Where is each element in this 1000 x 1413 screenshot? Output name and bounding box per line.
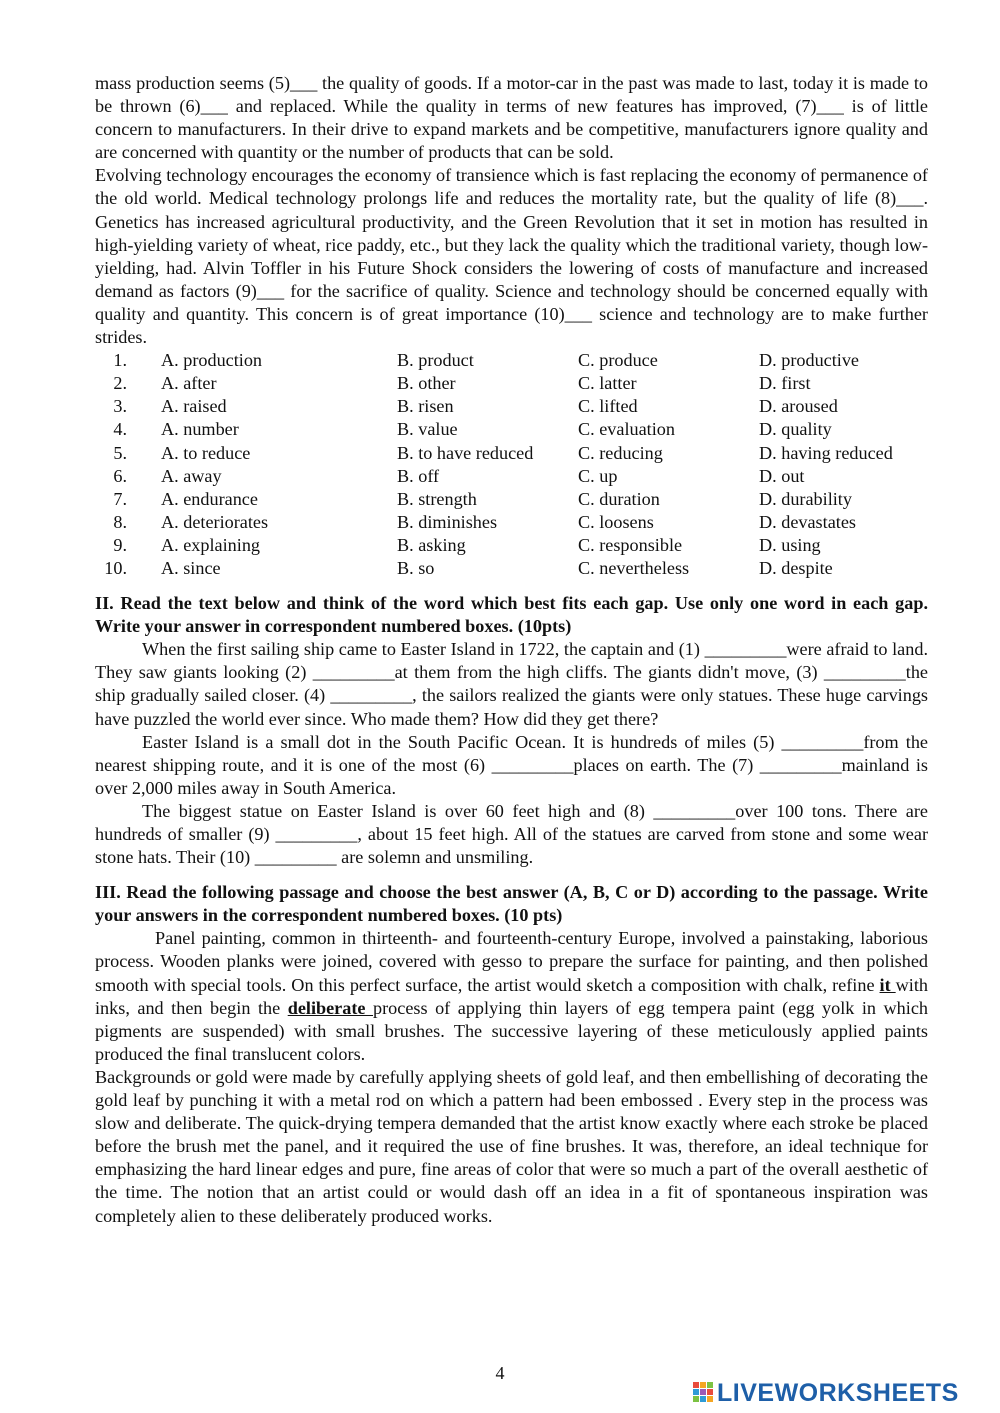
option-a: A. number [161,419,239,440]
options-list [95,349,928,580]
text-run: with inks, and then begin the [95,974,928,1018]
text-run: process of applying thin layers of egg tempera paint (egg yolk in which pigments are suspended) with small brushes. The successive layering of these meticulously applied paints produced the final translucent colors. [95,997,928,1064]
option-d: D. despite [759,557,833,578]
option-row [95,349,928,372]
page-number: 4 [495,1363,505,1383]
option-b: B. value [397,419,458,440]
option-c: C. nevertheless [578,557,690,578]
question-number: 9. [113,534,127,555]
option-d: D. first [759,373,811,394]
option-row [95,534,928,557]
option-c: C. evaluation [578,419,675,440]
liveworksheets-logo [693,1380,959,1406]
option-d: D. durability [759,488,852,509]
option-d: D. out [759,465,805,486]
option-a: A. away [161,465,222,486]
section-2-heading: II. Read the text below and think of the word which best fits each gap. Use only one word in each gap. Write your answer in correspondent numbered boxes. (10pts) [95,593,928,637]
highlighted-word-it: it [879,974,896,995]
highlighted-word-deliberate: deliberate [287,997,374,1018]
question-number: 2. [113,373,127,394]
option-c: C. duration [578,488,660,509]
question-number: 1. [113,350,127,371]
option-d: D. using [759,534,821,555]
option-b: B. other [397,373,456,394]
option-row [95,418,928,441]
option-a: A. after [161,373,217,394]
option-c: C. latter [578,373,637,394]
passage-paragraph: mass production seems (5)___ the quality of goods. If a motor-car in the past was made to last, today it is made to be thrown (6)___ and replaced. While the quality in terms of new features has improved, (7)___ is of little concern to manufacturers. In their drive to expand markets and be competitive, manufacturers ignore quality and are concerned with quantity or the number of products that can be sold. [95,73,928,163]
option-row [95,511,928,534]
worksheet-page [95,72,928,1228]
question-number: 10. [104,557,127,578]
question-number: 3. [113,396,127,417]
liveworksheets-logo-text: LIVEWORKSHEETS [717,1378,959,1407]
option-a: A. endurance [161,488,258,509]
option-b: B. strength [397,488,477,509]
question-number: 6. [113,465,127,486]
option-a: A. raised [161,396,227,417]
option-a: A. since [161,557,221,578]
option-a: A. to reduce [161,442,251,463]
option-b: B. product [397,350,474,371]
text-run: Panel painting, common in thirteenth- and fourteenth-century Europe, involved a painstaking, laborious process. Wooden planks were joined, covered with gesso to prepare the surface for painting, and then polished smooth with special tools. On this perfect surface, the artist would sketch a composition with chalk, refine [95,928,928,995]
question-number: 5. [113,442,127,463]
option-a: A. deteriorates [161,511,269,532]
option-c: C. loosens [578,511,654,532]
option-b: B. diminishes [397,511,498,532]
option-b: B. off [397,465,440,486]
option-c: C. up [578,465,618,486]
reading-paragraph: Backgrounds or gold were made by carefully applying sheets of gold leaf, and then embellishing of decorating the gold leaf by punching it with a metal rod on which a pattern had been embossed . Every step in the process was slow and deliberate. The quick-drying tempera demanded that the artist know exactly where each stroke be placed before the brush met the panel, and it required the use of fine brushes. It was, therefore, an ideal technique for emphasizing the hard linear edges and pure, fine areas of color that were so much a part of the overall aesthetic of the time. The notion that an artist could or would dash off an idea in a fit of spontaneous inspiration was completely alien to these deliberately produced works. [95,1066,928,1226]
option-d: D. aroused [759,396,838,417]
option-d: D. productive [759,350,860,371]
option-c: C. responsible [578,534,683,555]
option-d: D. quality [759,419,832,440]
cloze-paragraph: The biggest statue on Easter Island is over 60 feet high and (8) _________over 100 tons. There are hundreds of smaller (9) _________, about 15 feet high. All of the statues are carved from stone and some wear stone hats. Their (10) _________ are solemn and unsmiling. [95,800,928,868]
cloze-paragraph: Easter Island is a small dot in the South Pacific Ocean. It is hundreds of miles (5) _________from the nearest shipping route, and it is one of the most (6) _________places on earth. The (7) _________mainland is over 2,000 miles away in South America. [95,731,928,798]
section-3-heading: III. Read the following passage and choose the best answer (A, B, C or D) according to the passage. Write your answers in the correspondent numbered boxes. (10 pts) [95,882,928,926]
passage-paragraph: Evolving technology encourages the economy of transience which is fast replacing the economy of permanence of the old world. Medical technology prolongs life and reduces the mortality rate, but the quality of life (8)___. Genetics has increased agricultural productivity, and the Green Revolution that it set in motion has resulted in high-yielding variety of wheat, rice paddy, etc., but they lack the quality which the traditional variety, though low-yielding, had. Alvin Toffler in his Future Shock considers the lowering of costs of manufacture and increased demand as factors (9)___ for the sacrifice of quality. Science and technology should be concerned equally with quality and quantity. This concern is of great importance (10)___ science and technology are to make further strides. [95,165,928,348]
option-row [95,488,928,511]
option-d: D. devastates [759,511,856,532]
option-c: C. produce [578,350,658,371]
option-row [95,465,928,488]
option-b: B. risen [397,396,454,417]
option-row [95,372,928,395]
cloze-paragraph: When the first sailing ship came to Easter Island in 1722, the captain and (1) _________were afraid to land. They saw giants looking (2) _________at them from the high cliffs. The giants didn't move, (3) _________the ship gradually sailed closer. (4) _________, the sailors realized the giants were only statues. These huge carvings have puzzled the world ever since. Who made them? How did they get there? [95,639,928,729]
option-row [95,442,928,465]
option-row [95,557,928,580]
option-b: B. so [397,557,435,578]
option-b: B. asking [397,534,466,555]
option-c: C. lifted [578,396,638,417]
option-b: B. to have reduced [397,442,534,463]
reading-paragraph [95,927,928,1066]
question-number: 8. [113,511,127,532]
question-number: 7. [113,488,127,509]
option-a: A. explaining [161,534,261,555]
option-a: A. production [161,350,263,371]
option-d: D. having reduced [759,442,893,463]
option-row [95,395,928,418]
option-c: C. reducing [578,442,663,463]
liveworksheets-logo-icon [693,1382,715,1404]
question-number: 4. [113,419,127,440]
